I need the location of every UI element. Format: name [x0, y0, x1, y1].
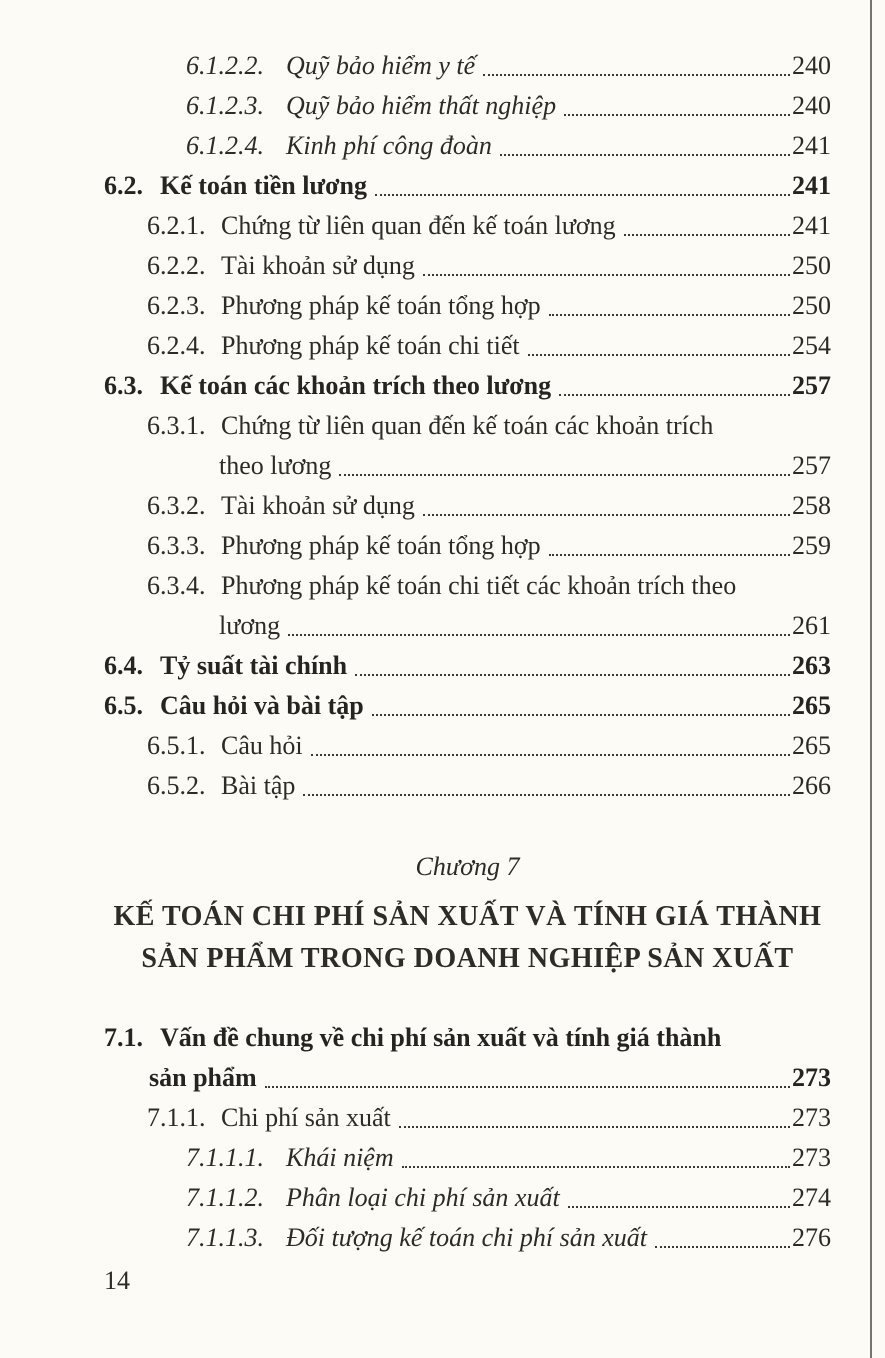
toc-entry	[104, 206, 831, 246]
entry-page-number: 240	[792, 51, 831, 80]
entry-number: 7.1.	[104, 1023, 143, 1052]
toc-entry	[104, 486, 831, 526]
entry-page-number: 258	[792, 491, 831, 520]
entry-number: 6.1.2.4.	[186, 131, 264, 160]
dot-leader	[423, 514, 790, 516]
footer-page-number: 14	[104, 1266, 130, 1295]
entry-page-number: 276	[792, 1223, 831, 1252]
entry-page-number: 265	[792, 731, 831, 760]
toc-entry	[104, 766, 831, 806]
toc-entry	[104, 126, 831, 166]
dot-leader	[559, 394, 790, 396]
dot-leader	[564, 114, 790, 116]
toc-entry	[104, 1138, 831, 1178]
entry-title-continuation: lương	[219, 611, 281, 640]
dot-leader	[549, 554, 790, 556]
dot-leader	[399, 1126, 790, 1128]
entry-number: 6.3.	[104, 371, 143, 400]
entry-number: 6.3.2.	[147, 491, 206, 520]
toc-entry	[104, 1098, 831, 1138]
entry-title: Kinh phí công đoàn	[286, 131, 492, 160]
entry-title: Quỹ bảo hiểm thất nghiệp	[286, 91, 557, 120]
entry-number: 6.3.4.	[147, 571, 206, 600]
toc-entry	[104, 686, 831, 726]
entry-page-number: 261	[792, 611, 831, 640]
dot-leader	[372, 714, 790, 716]
entry-page-number: 257	[792, 451, 831, 480]
toc-entry	[104, 166, 831, 206]
entry-number: 6.5.2.	[147, 771, 206, 800]
entry-title: Đối tượng kế toán chi phí sản xuất	[286, 1223, 647, 1252]
chapter-title-line1: KẾ TOÁN CHI PHÍ SẢN XUẤT VÀ TÍNH GIÁ THÀNH	[113, 901, 822, 932]
page-edge-line	[870, 0, 872, 1358]
toc-entry	[104, 286, 831, 326]
entry-title: Bài tập	[221, 771, 296, 800]
dot-leader	[549, 314, 790, 316]
entry-number: 6.5.	[104, 691, 143, 720]
entry-number: 7.1.1.	[147, 1103, 206, 1132]
entry-page-number: 250	[792, 291, 831, 320]
dot-leader	[288, 634, 790, 636]
entry-title: Phương pháp kế toán tổng hợp	[221, 531, 541, 560]
dot-leader	[500, 154, 790, 156]
chapter-label: Chương 7	[415, 852, 520, 881]
entry-page-number: 257	[792, 371, 831, 400]
entry-page-number: 266	[792, 771, 831, 800]
dot-leader	[568, 1206, 790, 1208]
dot-leader	[528, 354, 790, 356]
entry-title: Quỹ bảo hiểm y tế	[286, 51, 476, 80]
toc-entry	[104, 646, 831, 686]
entry-title: Kế toán các khoản trích theo lương	[160, 371, 552, 400]
entry-title: Chứng từ liên quan đến kế toán lương	[221, 211, 616, 240]
dot-leader	[303, 794, 790, 796]
entry-page-number: 254	[792, 331, 831, 360]
entry-number: 7.1.1.2.	[186, 1183, 264, 1212]
entry-title: Chi phí sản xuất	[221, 1103, 391, 1132]
entry-title: Phương pháp kế toán chi tiết	[221, 331, 520, 360]
entry-page-number: 265	[792, 691, 831, 720]
dot-leader	[402, 1166, 790, 1168]
entry-title: Phân loại chi phí sản xuất	[286, 1183, 560, 1212]
dot-leader	[311, 754, 790, 756]
entry-number: 6.3.3.	[147, 531, 206, 560]
toc-entry	[104, 726, 831, 766]
entry-title: Phương pháp kế toán tổng hợp	[221, 291, 541, 320]
toc-section-6-list	[104, 46, 831, 806]
entry-title-continuation: theo lương	[219, 451, 332, 480]
entry-title: Kế toán tiền lương	[160, 171, 367, 200]
entry-title: Vấn đề chung về chi phí sản xuất và tính giá thành	[160, 1023, 722, 1052]
entry-page-number: 274	[792, 1183, 831, 1212]
entry-page-number: 241	[792, 131, 831, 160]
entry-title: Tỷ suất tài chính	[160, 651, 348, 680]
toc-entry	[104, 366, 831, 406]
dot-leader	[624, 234, 790, 236]
dot-leader	[265, 1086, 790, 1088]
table-of-contents	[104, 46, 831, 1258]
entry-number: 7.1.1.1.	[186, 1143, 264, 1172]
entry-page-number: 273	[792, 1103, 831, 1132]
dot-leader	[483, 74, 790, 76]
entry-page-number: 250	[792, 251, 831, 280]
entry-number: 6.2.2.	[147, 251, 206, 280]
toc-entry	[104, 566, 831, 646]
entry-number: 6.4.	[104, 651, 143, 680]
toc-entry	[104, 1018, 831, 1098]
entry-page-number: 273	[792, 1143, 831, 1172]
toc-entry	[104, 526, 831, 566]
entry-page-number: 241	[792, 211, 831, 240]
chapter-title-line2: SẢN PHẨM TRONG DOANH NGHIỆP SẢN XUẤT	[141, 943, 794, 974]
entry-page-number: 263	[792, 651, 831, 680]
toc-entry	[104, 246, 831, 286]
entry-title: Tài khoản sử dụng	[221, 491, 415, 520]
toc-entry	[104, 86, 831, 126]
entry-number: 6.2.4.	[147, 331, 206, 360]
entry-title-continuation: sản phẩm	[149, 1063, 257, 1092]
entry-page-number: 240	[792, 91, 831, 120]
entry-number: 6.2.3.	[147, 291, 206, 320]
entry-title: Phương pháp kế toán chi tiết các khoản trích theo	[221, 571, 737, 600]
dot-leader	[355, 674, 790, 676]
entry-title: Câu hỏi và bài tập	[160, 691, 364, 720]
entry-page-number: 273	[792, 1063, 831, 1092]
entry-page-number: 259	[792, 531, 831, 560]
toc-section-7-list	[104, 1018, 831, 1258]
entry-page-number: 241	[792, 171, 831, 200]
chapter-heading	[104, 850, 831, 980]
toc-entry	[104, 1178, 831, 1218]
entry-title: Câu hỏi	[221, 731, 303, 760]
entry-number: 6.3.1.	[147, 411, 206, 440]
dot-leader	[339, 474, 790, 476]
toc-entry	[104, 326, 831, 366]
toc-entry	[104, 46, 831, 86]
entry-number: 6.1.2.2.	[186, 51, 264, 80]
dot-leader	[655, 1246, 790, 1248]
entry-number: 7.1.1.3.	[186, 1223, 264, 1252]
entry-title: Khái niệm	[286, 1143, 394, 1172]
toc-entry	[104, 406, 831, 486]
entry-number: 6.2.1.	[147, 211, 206, 240]
entry-number: 6.1.2.3.	[186, 91, 264, 120]
entry-number: 6.2.	[104, 171, 143, 200]
entry-title: Tài khoản sử dụng	[221, 251, 415, 280]
toc-entry	[104, 1218, 831, 1258]
entry-number: 6.5.1.	[147, 731, 206, 760]
dot-leader	[375, 194, 790, 196]
entry-title: Chứng từ liên quan đến kế toán các khoản trích	[221, 411, 714, 440]
dot-leader	[423, 274, 790, 276]
